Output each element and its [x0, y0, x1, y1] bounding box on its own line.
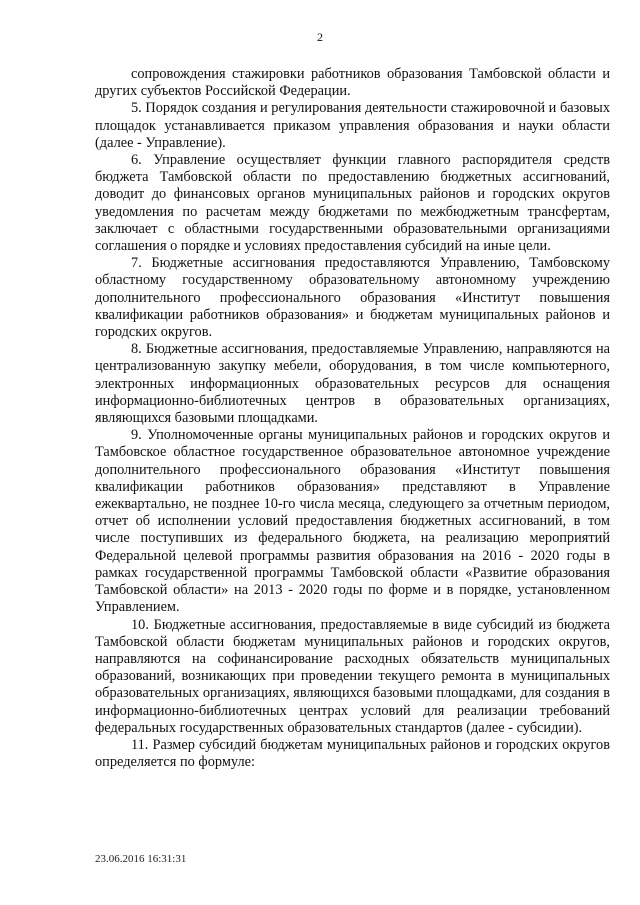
paragraph-10: 10. Бюджетные ассигнования, предоставляемые в виде субсидий из бюджета Тамбовской области бюджетам муниципальных районов и городских округов, направляются на софинансирование расходных обязательств муниципальных образований, возникающих при проведении текущего ремонта в муниципальных образовательных организациях, являющихся базовыми площадками, для создания в информационно-библиотечных центрах условий для реализации требований федеральных государственных образовательных стандартов (далее - субсидии).: [95, 616, 610, 736]
document-body: [95, 66, 610, 771]
paragraph-7: 7. Бюджетные ассигнования предоставляются Управлению, Тамбовскому областному государственному образовательному автономному учреждению дополнительного профессионального образования «Институт повышения квалификации работников образования» и бюджетам муниципальных районов и городских округов.: [95, 255, 610, 341]
paragraph-5: 5. Порядок создания и регулирования деятельности стажировочной и базовых площадок устанавливается приказом управления образования и науки области (далее - Управление).: [95, 100, 610, 151]
footer-timestamp: 23.06.2016 16:31:31: [95, 853, 187, 865]
paragraph-11: 11. Размер субсидий бюджетам муниципальных районов и городских округов определяется по формуле:: [95, 736, 610, 771]
paragraph-continuation: сопровождения стажировки работников образования Тамбовской области и других субъектов Российской Федерации.: [95, 66, 610, 100]
paragraph-6: 6. Управление осуществляет функции главного распорядителя средств бюджета Тамбовской области по предоставлению бюджетных ассигнований, доводит до финансовых органов муниципальных районов и городских округов уведомления по расчетам между бюджетами по межбюджетным трансфертам, заключает с областными государственными образовательными организациями соглашения о порядке и условиях предоставления субсидий на иные цели.: [95, 152, 610, 255]
paragraph-9: 9. Уполномоченные органы муниципальных районов и городских округов и Тамбовское областное государственное образовательное автономное учреждение дополнительного профессионального образования «Институт повышения квалификации работников образования» представляют в Управление ежеквартально, не позднее 10-го числа месяца, следующего за отчетным периодом, отчет об исполнении условий предоставления бюджетных ассигнований, в том числе поступивших из федерального бюджета, на реализацию мероприятий Федеральной целевой программы развития образования на 2016 - 2020 годы в рамках государственной программы Тамбовской области «Развитие образования Тамбовской области» на 2013 - 2020 годы по форме и в порядке, установленном Управлением.: [95, 427, 610, 616]
page-number: 2: [317, 30, 323, 44]
paragraph-8: 8. Бюджетные ассигнования, предоставляемые Управлению, направляются на централизованную закупку мебели, оборудования, в том числе компьютерного, электронных информационных образовательных ресурсов для оснащения информационно-библиотечных центров в образовательных организациях, являющихся базовыми площадками.: [95, 341, 610, 427]
